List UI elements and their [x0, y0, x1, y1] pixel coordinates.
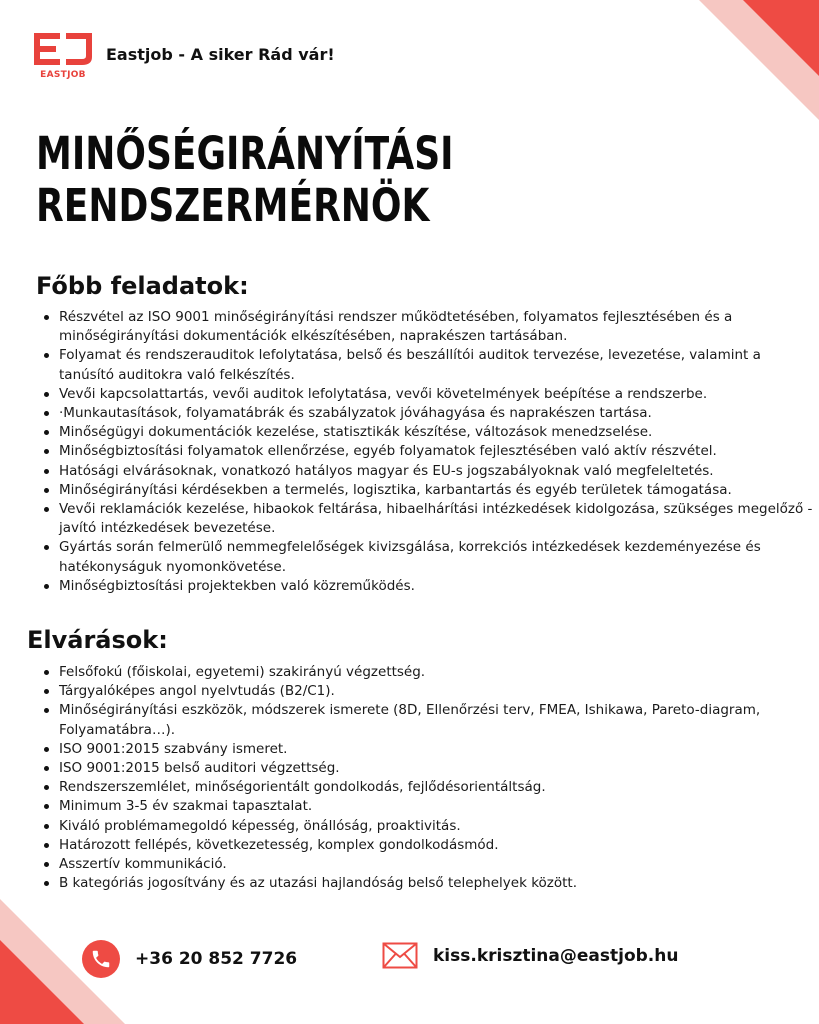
corner-decoration-bottom-left	[0, 940, 84, 1024]
phone-glyph-icon	[90, 948, 112, 970]
list-item: Felsőfokú (főiskolai, egyetemi) szakirányú végzettség.	[38, 663, 806, 682]
phone-icon	[82, 940, 120, 978]
corner-decoration-top-right	[733, 0, 819, 86]
email-address[interactable]: kiss.krisztina@eastjob.hu	[433, 945, 679, 966]
list-item: Minőségirányítási kérdésekben a termelés, logisztika, karbantartás és egyéb területek támogatása.	[38, 481, 818, 500]
list-item: B kategóriás jogosítvány és az utazási hajlandóság belső telephelyek között.	[38, 874, 806, 893]
list-item: Minimum 3-5 év szakmai tapasztalat.	[38, 797, 806, 816]
brand-tagline: Eastjob - A siker Rád vár!	[106, 45, 335, 64]
list-item: Minőségirányítási eszközök, módszerek ismerete (8D, Ellenőrzési terv, FMEA, Ishikawa, Pareto-diagram, Folyamatábra…).	[38, 701, 806, 739]
contact-email[interactable]	[382, 942, 678, 969]
page-title-line-2: RENDSZERMÉRNÖK	[36, 179, 430, 232]
list-item: Vevői reklamációk kezelése, hibaokok feltárása, hibaelhárítási intézkedések kidolgozása, szükséges megelőző -javító intézkedések bevezetése.	[38, 500, 818, 538]
list-item: Tárgyalóképes angol nyelvtudás (B2/C1).	[38, 682, 806, 701]
list-item: Kiváló problémamegoldó képesség, önállóság, proaktivitás.	[38, 817, 806, 836]
list-item: Folyamat és rendszerauditok lefolytatása, belső és beszállítói auditok tervezése, levezetése, valamint a tanúsító auditokra való felkészítés.	[38, 346, 818, 384]
list-item: ISO 9001:2015 szabvány ismeret.	[38, 740, 806, 759]
list-item: Rendszerszemlélet, minőségorientált gondolkodás, fejlődésorientáltság.	[38, 778, 806, 797]
list-item: Minőségbiztosítási projektekben való közreműködés.	[38, 577, 818, 596]
envelope-icon	[382, 942, 418, 969]
requirements-heading: Elvárások:	[27, 626, 168, 654]
list-item: Hatósági elvárásoknak, vonatkozó hatályos magyar és EU-s jogszabályoknak való megfeleltetés.	[38, 462, 818, 481]
logo-wordmark: EASTJOB	[40, 70, 86, 80]
list-item: Minőségbiztosítási folyamatok ellenőrzése, egyéb folyamatok fejlesztésében való aktív részvétel.	[38, 442, 818, 461]
tasks-heading: Főbb feladatok:	[36, 272, 249, 300]
list-item: Asszertív kommunikáció.	[38, 855, 806, 874]
list-item: Határozott fellépés, következetesség, komplex gondolkodásmód.	[38, 836, 806, 855]
list-item: ISO 9001:2015 belső auditori végzettség.	[38, 759, 806, 778]
contact-phone[interactable]	[82, 940, 297, 978]
logo-ej-mark-icon	[32, 32, 94, 70]
list-item: Gyártás során felmerülő nemmegfelelőségek kivizsgálása, korrekciós intézkedések kezdeményezése és hatékonyságuk nyomonkövetése.	[38, 538, 818, 576]
tasks-list	[38, 308, 818, 596]
phone-number[interactable]: +36 20 852 7726	[135, 949, 298, 969]
requirements-list	[38, 663, 806, 893]
list-item: Minőségügyi dokumentációk kezelése, statisztikák készítése, változások menedzselése.	[38, 423, 818, 442]
page-title	[36, 128, 454, 232]
eastjob-logo	[32, 32, 94, 84]
list-item: Részvétel az ISO 9001 minőségirányítási rendszer működtetésében, folyamatos fejlesztésében és a minőségirányítási dokumentációk elkészítésében, naprakészen tartásában.	[38, 308, 818, 346]
page-title-line-1: MINŐSÉGIRÁNYÍTÁSI	[36, 127, 454, 180]
list-item: ·Munkautasítások, folyamatábrák és szabályzatok jóváhagyása és naprakészen tartása.	[38, 404, 818, 423]
list-item: Vevői kapcsolattartás, vevői auditok lefolytatása, vevői követelmények beépítése a rendszerbe.	[38, 385, 818, 404]
